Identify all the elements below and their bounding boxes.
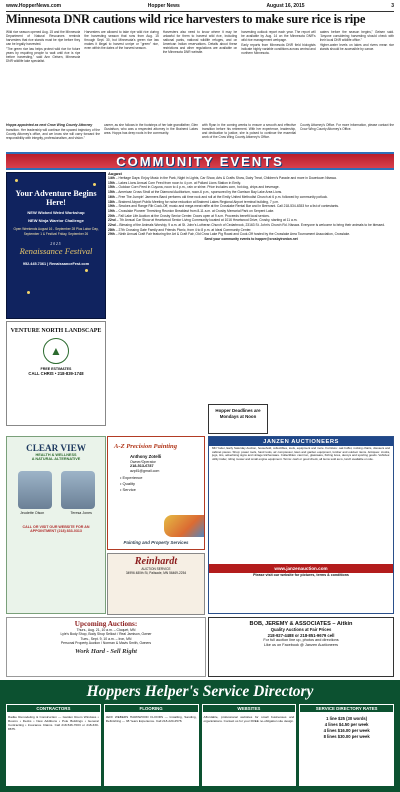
event-item: 18th – Brainerd Airport Public Meeting for noise reduction at Brainerd Lakes Regional Airport terminal building, 7 p.m. [108,199,279,204]
bob-jeremy-ad[interactable]: BOB, JEREMY & ASSOCIATES – Aitkin Quality Auctions at Fair Prices 218-927-4488 or 218-851-9679 cell For full auction line up, photos and directions Like us on Facebook @ Janzen Auctioneers [208,617,394,677]
event-item: 22nd – 7th Annual Car Show at Heartwood Senior Living Community located at 1016 Heartwood Drive, Crosby, starting at 11 a.m. [108,218,298,223]
directory-cell[interactable]: CONTRACTORS Radke Remodeling & Construction — Garden Room Windows • Rooms • Decks • New Additions • Pole Buildings • General Contracting • Insurance Claims. Call 218-546-7003 or 218-330-8675. [6,704,101,786]
website-url[interactable]: www.HopperNews.com [6,3,62,9]
event-item: 19th – Smokes and Range Rib Cook-Off, music and mega meat raffle at the Crosslake Rental Bar and In Beervant. Call 218-534-6353 for a list of contestants. [108,204,339,209]
azp-painting-ad[interactable] [107,436,205,550]
clear-view-ad[interactable] [6,436,106,614]
cv-footer[interactable]: CALL OR VISIT OUR WEBSITE FOR AN APPOINTMENT (218) 833-0313 [22,525,90,533]
article-column: Harvesters are allowed to take ripe wild rice during the harvesting season that runs from Aug. 15 through Sept. 30, but Minnesota's green rice law makes it illegal to harvest unripe or "green" rice, even within the dates of the harvest season. [84,30,159,50]
event-item: 16th – Free The Jumpin' Jammers Band performs old time rock and roll at the Emily United Methodist Church at 6 p.m. followed by community potluck. [108,194,328,199]
event-item: 15th – Lakes Lions Annual Corn Feed from noon to 4 p.m. at Pollard Lions Station in Emily. [108,180,241,185]
service-directory [0,680,400,792]
janzen-body: MN Yoder, Early Saturday Auction, household, collectibles, tools, equipment and more. Furniture: oak buffet, rocking chairs, dressers and cabinet pieces. Shop: power tools, hand tools, air compressor, lawn and garden equipment, lumber and outdoor items. Antiques: crocks, jugs, tins, advertising signs and vintage kitchenware. Collectibles: cast iron, glassware, fishing lures, decoys and sporting goods. Vehicles: utility trailer, riding mower and small engine equipment. Terms: cash or good check, all items sold as is, lunch available on site. [212,446,390,461]
article2-jump-head: Hopps appointed as next Crow Wing County Attorney [6,123,93,127]
paper-name: Hopper News [147,3,180,9]
event-item: 15th – Outdoor Corn Feed in Cuyuna, noon to 4 p.m., rain or shine. Price includes corn, hot dog, chips and beverage. [108,185,280,190]
article-column: harvesting outlook report each year. The report will be available by Aug. 14 on the Minnesota DNR's wild rice management webpage. Early reports from Minnesota DNR field biologists indicate highly variable conditions across central and northern Minnesota. [241,30,316,55]
cv-names: Jeudette Olson Teresa Jones [20,511,92,515]
article2-column: career, as she follows in the footsteps of her late grandfather, Glen Gustafson, who was a respected attorney in the Brainerd Lakes area. Hopps has deep roots in the community. [104,123,198,135]
ad-headline: Your Adventure Begins Here! [15,189,97,207]
ad-dates: Open Weekends August 16 - September 28 Plus Labor Day, September 1 & Festival Friday, September 26 [13,227,99,236]
ad-phone[interactable]: 952.445.7361 | RenaissanceFest.com [22,262,90,267]
vnl-logo: VENTURE NORTH LANDSCAPE [10,328,102,334]
event-item: 19th – Crosslake Pioneer Threshing Reunion Breakfast from 8-11 a.m. at Crosby Memorial Park on Serpent Lake. [108,208,275,213]
article-column: Wild rice season opened Aug. 15 and the Minnesota Department of Natural Resources reminds harvesters that rice stands must be ripe before they can be legally harvested. "The green rice law helps protect wild rice for future years by requiring people to wait until rice is ripe before harvesting," said Ann Geisen, Minnesota DNR wildlife lake specialist. [6,30,81,63]
azp-footer: Painting and Property Services [123,540,189,545]
event-item: 20th – Fall Lake Life Auction at the Crosby Senior Center. Doors open at 9 a.m. Proceeds benefit local seniors. [108,213,270,218]
article-column: waters before the season begins," Geisen said. "Anyone considering harvesting should check with their local DNR wildlife office." Higher-water levels on lakes and rivers mean rice stands should be accessible by canoe. [319,30,394,51]
directory-title: Hoppers Helper's Service Directory [86,683,314,700]
vnl-phone[interactable]: CALL CHRIS • 218-839-1748 [28,371,84,376]
person-photo [61,471,95,509]
directory-rates: SERVICE DIRECTORY RATES 1 line $25 (30 words) 4 lines $4.50 per week 4 lines $16.00 per week 8 lines $30.00 per week [299,704,394,786]
event-item: 28th – 27th Crossing Gate Family and Friends Picnic, from 4 to 8 p.m. at Ideal Community Center. [108,227,252,232]
vnl-estimates: FREE ESTIMATES [40,367,72,371]
article-column: Harvesters also need to know where it may be unlawful for them to harvest wild rice, including national parks, national wildlife refuges, and on American Indian reservations. Details about these restrictions and other regulations are available on the Minnesota DNR website. [162,30,238,54]
article-headline: Minnesota DNR cautions wild rice harvesters to make sure rice is ripe [6,12,366,26]
events-month: August [108,172,122,176]
event-item: 14th – Heritage Days: Enjoy Music in the Park, Night in Lights, Car Show, Arts & Crafts Show, Dairy Treat, Children's Parade and more in Downtown Nisswa. [108,176,337,181]
article2-column: with Ryan in the coming weeks to ensure a smooth and effective transition before his retirement. With her experience, leadership, and dedication to justice, she is poised to continue the essential work of the Crow Wing County Attorney's Office. [202,123,296,139]
janzen-note: Please visit our website for pictures, terms & conditions [253,573,349,577]
event-item: 22nd – Blessing of the Animals Worship, 9 a.m. at St. John's Lutheran Church of Cedarbrook, 23163 St. John's Church Rd. Nisswa. Everyone is welcome to bring their animals to be blessed. [108,222,386,227]
directory-cell[interactable]: WEBSITES Affordable, professional websites for small businesses and organizations. Contact us for your FREE no-obligation site design. [202,704,297,786]
renaissance-ad[interactable] [6,172,106,319]
venture-north-ad[interactable] [6,321,106,426]
tree-icon: ▲ [43,338,69,364]
reinhardt-ad[interactable]: Reinhardt AUCTION SERVICE 34996 480th St, Palisade, MN 56469-2254 [107,553,205,615]
event-item: 15th – American Cross Stroll at the Diamond Auditorium, noon-6 p.m., sponsored by the Garrison Bay Lake Area Lions. [108,190,283,195]
article2-column: County Attorney's Office. For more information, please contact the Crow Wing County Attorney's Office. [300,123,394,131]
article-body [6,30,394,130]
cv-photos [7,471,105,509]
ad-sub-2: NEW Ninja Warrior Challenge [28,218,84,224]
community-events-banner: COMMUNITY EVENTS [6,152,394,170]
cv-name: CLEAR VIEW [26,443,86,453]
deadline-box: Hopper Deadlines are Mondays at Noon [208,404,268,434]
events-submit-note[interactable]: Send your community events to hopper@crosbyironton.net [204,237,298,242]
page-number: 3 [391,3,394,9]
janzen-url[interactable]: www.janzenauction.com [209,564,393,573]
janzen-title: JANZEN AUCTIONEERS [209,437,393,446]
ad-sub-1: NEW Wicked Weird Workshop [27,210,85,215]
ren-logo: 2025 Renaissance Festival [19,242,93,257]
cv-sub: HEALTH & WELLNESS [35,453,77,457]
article2-column: Hopps appointed as next Crow Wing County Attorney transition. Her leadership will continue the upward trajectory of the County Attorney's office, and we know she will carry forward the responsibility with integrity, professionalism, and vision." [6,123,100,140]
cv-tagline: A NATURAL ALTERNATIVE [31,457,81,461]
paintbrush-icon [164,515,204,537]
azp-contact: Anthony Zotelli Owner/Operator 218-513-6787 azpll1@gmail.com [130,454,162,473]
azp-name: A-Z Precision Painting [114,443,178,450]
azp-points: • Experience • Quality • Service [120,475,143,492]
directory-grid [6,704,394,786]
event-item: 29th – Ninth Annual Craft Fair featuring the Art & Craft Fair, Old Crow Lake Pig Roast and Cook-Off hosted by the Crosslake Area Tournament Association, Crosslake. [108,232,351,237]
directory-cell[interactable]: FLOORING JEFF WEBERS HARDWOOD FLOORS — Installing, Sanding, Refinishing — 38 Years Experience. Call 218-220-2578. [104,704,199,786]
upcoming-tagline: Work Hard - Sell Right [74,647,137,655]
upcoming-auctions: Upcoming Auctions: Thurs., Aug. 21, 10 a.m. – Cloquet, MN Lyle's Body Shop, Body Shop Sellout / Real Jamison, Owner Tues., Sept. 9, 10 a.m. – Iron, MN Personal Property Auction / Norman & Mavis Smith, Owners Work Hard - Sell Right [6,617,206,677]
issue-date: August 16, 2015 [266,3,305,9]
reinhardt-name: Reinhardt [134,556,178,567]
page-header [6,3,394,12]
janzen-ad[interactable] [208,436,394,614]
article2-body [6,123,394,153]
community-events-list [108,172,394,434]
person-photo [18,471,52,509]
